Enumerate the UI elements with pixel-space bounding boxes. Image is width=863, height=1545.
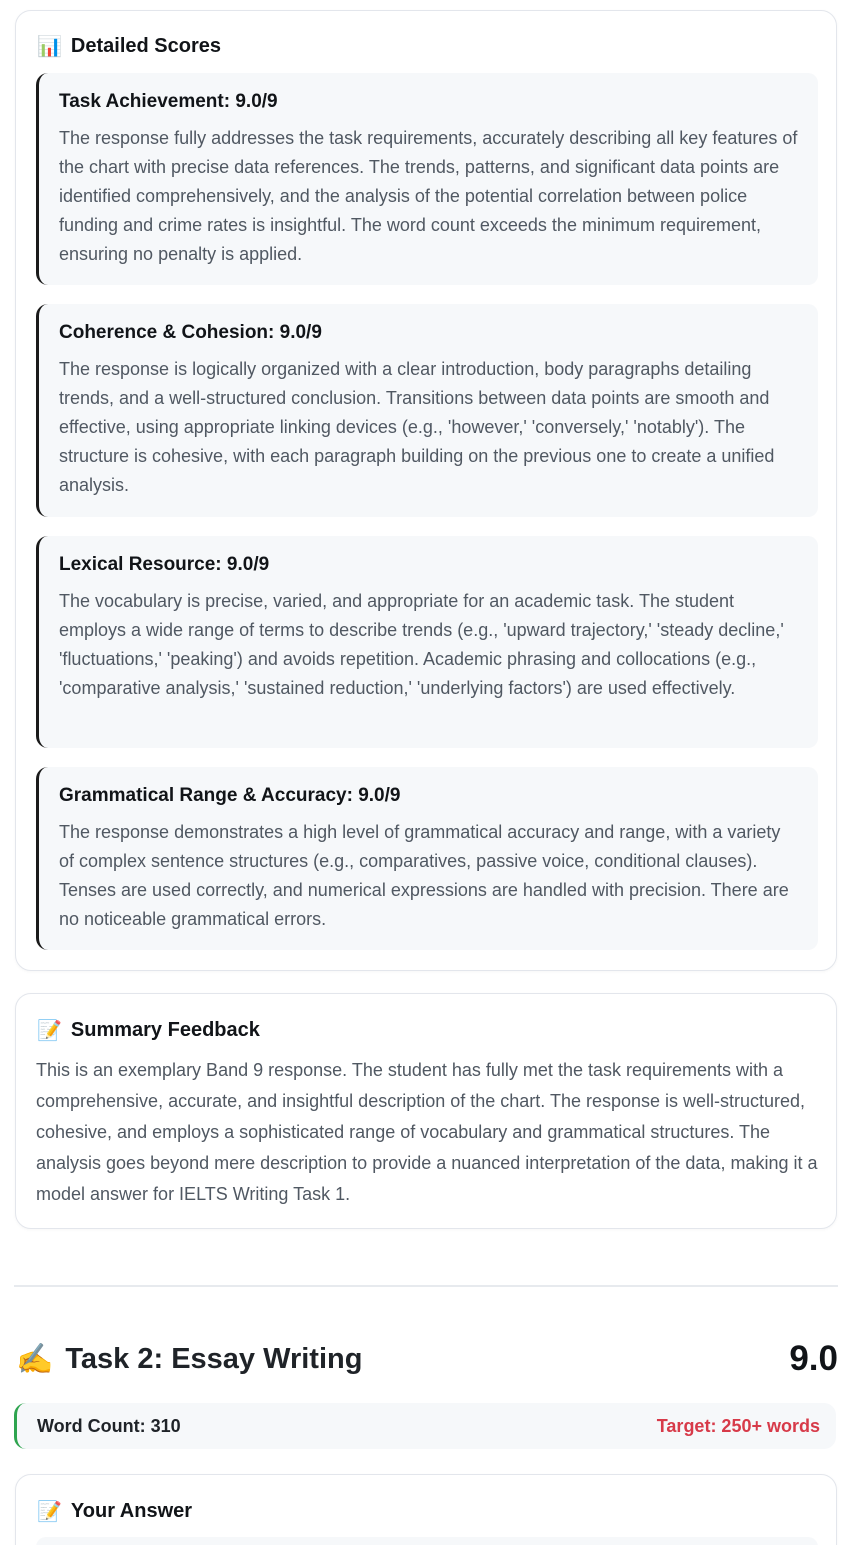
writing-hand-icon: ✍️ <box>16 1341 54 1377</box>
score-item-coherence-cohesion <box>36 304 818 517</box>
detailed-scores-heading: Detailed Scores <box>70 34 221 57</box>
your-answer-heading: Your Answer <box>70 1499 193 1522</box>
detailed-scores-title <box>37 32 221 60</box>
score-heading: Coherence & Cohesion: 9.0/9 <box>59 322 322 343</box>
section-divider <box>14 1285 838 1287</box>
score-text: The response is logically organized with a clear introduction, body paragraphs detailing trends, and a well-structured conclusion. Transitions between data points are smooth and effective, using appropriate linking devices (e.g., 'however,' 'conversely,' 'notably'). The structure is cohesive, with each paragraph building on the previous one to create a unified analysis. <box>59 359 775 495</box>
your-answer-title <box>37 1497 192 1525</box>
your-answer-card <box>15 1474 837 1545</box>
score-item-task-achievement <box>36 73 818 285</box>
task2-title-text: Task 2: Essay Writing <box>65 1342 363 1375</box>
memo-icon: 📝 <box>37 1499 62 1523</box>
summary-feedback-text: This is an exemplary Band 9 response. The student has fully met the task requirements with a comprehensive, accurate, and insightful description of the chart. The response is well-structured, cohesive, and employs a sophisticated range of vocabulary and grammatical structures. The analysis goes beyond mere description to provide a nuanced interpretation of the data, making it a model answer for IELTS Writing Task 1. <box>36 1060 818 1204</box>
score-item-lexical-resource <box>36 536 818 748</box>
word-count-target: Target: 250+ words <box>656 1415 820 1436</box>
score-text: The response demonstrates a high level of grammatical accuracy and range, with a variety of complex sentence structures (e.g., comparatives, passive voice, conditional clauses). Tenses are used correctly, and numerical expressions are handled with precision. There are no noticeable grammatical errors. <box>59 822 789 929</box>
score-heading: Task Achievement: 9.0/9 <box>59 91 278 112</box>
score-heading: Lexical Resource: 9.0/9 <box>59 554 270 575</box>
bar-chart-icon: 📊 <box>37 34 62 58</box>
score-text: The vocabulary is precise, varied, and appropriate for an academic task. The student employs a wide range of terms to describe trends (e.g., 'upward trajectory,' 'steady decline,' 'fluctuations,' 'peaking') and avoids repetition. Academic phrasing and collocations (e.g., 'comparative analysis,' 'sustained reduction,' 'underlying factors') are used effectively. <box>59 591 784 698</box>
summary-feedback-heading: Summary Feedback <box>70 1018 260 1041</box>
memo-icon: 📝 <box>37 1018 62 1042</box>
task2-score: 9.0 <box>789 1339 838 1378</box>
answer-content-box <box>36 1537 818 1545</box>
score-heading: Grammatical Range & Accuracy: 9.0/9 <box>59 785 401 806</box>
word-count-label: Word Count: 310 <box>37 1415 181 1436</box>
detailed-scores-card <box>15 10 837 971</box>
score-text: The response fully addresses the task requirements, accurately describing all key features of the chart with precise data references. The trends, patterns, and significant data points are identified comprehensively, and the analysis of the potential correlation between police funding and crime rates is insightful. The word count exceeds the minimum requirement, ensuring no penalty is applied. <box>59 128 798 264</box>
task2-title <box>16 1342 362 1377</box>
word-count-bar <box>14 1403 836 1449</box>
task2-header <box>16 1337 838 1381</box>
score-item-grammatical-range <box>36 767 818 950</box>
summary-feedback-card <box>15 993 837 1229</box>
summary-feedback-title <box>37 1016 260 1044</box>
